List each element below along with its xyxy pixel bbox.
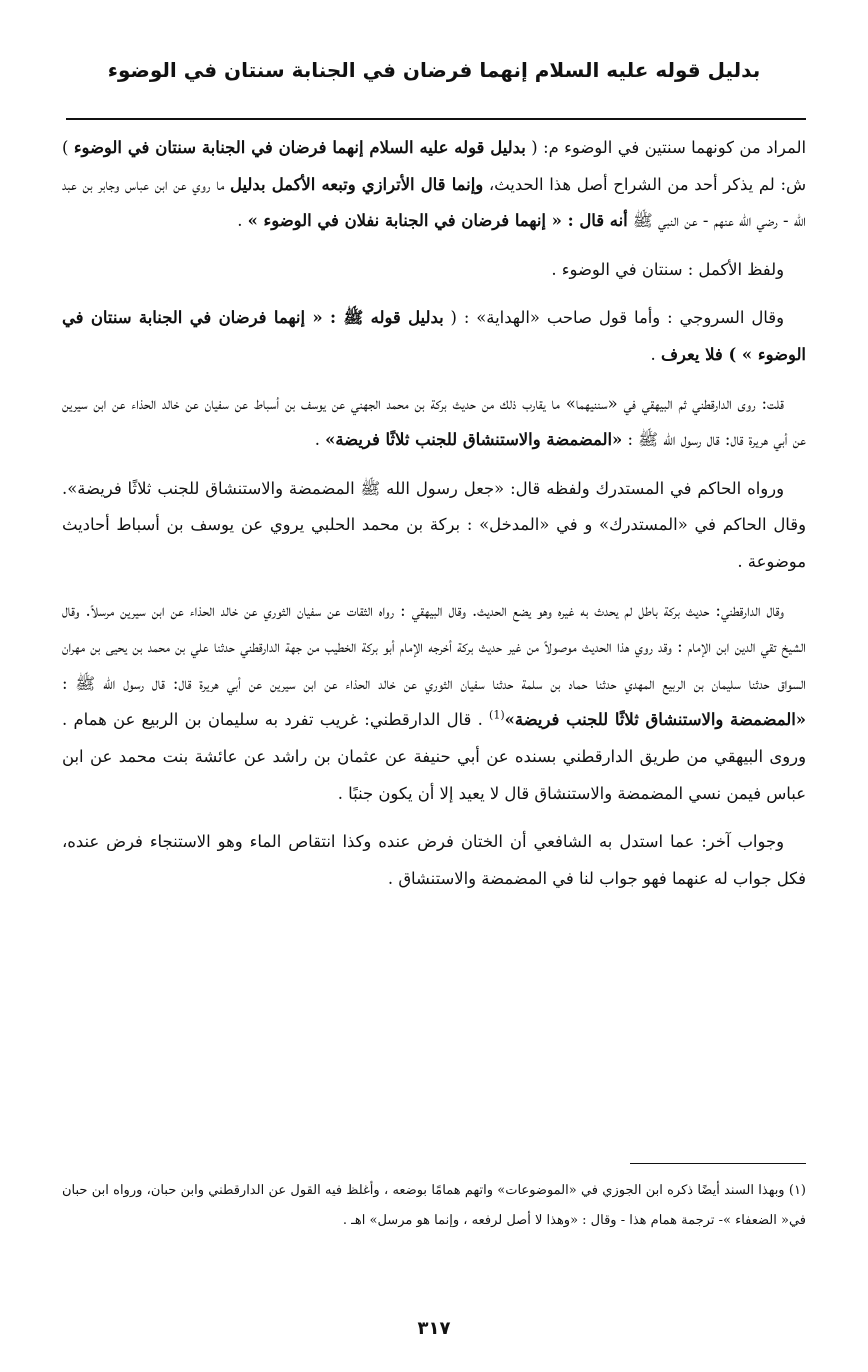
- text-segment: .: [237, 211, 248, 231]
- text-segment: . قال الدارقطني: غريب تفرد به سليمان بن الربيع عن همام . وروى البيهقي من طريق الدارقطني بسنده عن أبي حنيفة عن عثمان بن راشد عن عائشة بنت محمد عن ابن عباس فيمن نسي المضمضة والاستنشاق قال لا يعيد إلا أن يكون جنبًا .: [62, 710, 806, 803]
- bold-text: «المضمضة والاستنشاق ثلاثًا للجنب فريضة»: [504, 710, 806, 730]
- text-segment: ما روي عن ابن عباس وجابر بن عبد الله - رضي الله عنهم - عن النبي ﷺ: [62, 174, 806, 231]
- text-segment: وقال الدارقطني: حديث بركة باطل لم يحدث به غيره وهو يضع الحديث. وقال البيهقي : رواه الثقات عن سفيان الثوري عن خالد الحذاء عن ابن سيرين مرسلاً. وقال الشيخ تقي الدين ابن الإمام : وقد روي هذا الحديث موصولاً من غير حديث بركة أخرجه الإمام أبو بركة الخطيب من جهة الدارقطني حدثنا علي بن محمد بن يحيى بن مهران السواق حدثنا سليمان بن الربيع المهدي حدثنا حماد بن سلمة حدثنا سفيان الثوري عن خالد الحذاء عن ابن سيرين عن أبي هريرة قال: قال رسول الله ﷺ :: [62, 600, 806, 693]
- bold-text: بدليل قوله عليه السلام إنهما فرضان في الجنابة سنتان في الوضوء: [73, 138, 526, 157]
- footnote-rule: [630, 1163, 806, 1164]
- bold-text: وإنما قال الأترازي وتبعه الأكمل بدليل: [230, 174, 484, 194]
- paragraph: [62, 386, 806, 459]
- footnote: (١) وبهذا السند أيضًا ذكره ابن الجوزي في «الموضوعات» واتهم همامًا بوضعه ، وأغلظ فيه القول عن الدارقطني وابن حبان، ورواه ابن حبان في« الضعفاء »- ترجمة همام هذا - وقال : «وهذا لا أصل لرفعه ، وإنما هو مرسل» اهـ .: [62, 1183, 806, 1228]
- text-segment: .: [650, 344, 661, 364]
- text-segment: المراد من كونهما سنتين في الوضوء م: (: [525, 138, 807, 157]
- text-segment: .: [314, 430, 326, 450]
- main-text: [62, 130, 806, 909]
- paragraph: [62, 300, 806, 373]
- header-rule: [66, 118, 806, 120]
- running-header: بدليل قوله عليه السلام إنهما فرضان في الجنابة سنتان في الوضوء: [107, 58, 761, 82]
- text-segment: وجواب آخر: عما استدل به الشافعي أن الختان فرض عنده وكذا انتقاص الماء وهو الاستنجاء فرض عنده، فكل جواب له عنهما فهو جواب لنا في المضمضة والاستنشاق .: [62, 832, 806, 888]
- paragraph: [62, 471, 806, 581]
- text-segment: ورواه الحاكم في المستدرك ولفظه قال: «جعل رسول الله ﷺ المضمضة والاستنشاق للجنب ثلاثًا فريضة». وقال الحاكم في «المستدرك» و في «المدخل» : بركة بن محمد الحلبي يروي عن يوسف بن أسباط أحاديث موضوعة .: [62, 478, 806, 571]
- text-segment: قلت: روى الدارقطني ثم البيهقي في «سننيهما» ما يقارب ذلك من حديث بركة بن محمد الجهني عن يوسف بن أسباط عن سفيان عن خالد الحذاء عن ابن سيرين عن أبي هريرة قال: قال رسول الله ﷺ :: [62, 393, 806, 450]
- paragraph: [62, 252, 806, 289]
- paragraph: [62, 824, 806, 897]
- page-number: ٣١٧: [417, 1318, 451, 1339]
- bold-text: أنه قال : « إنهما فرضان في الجنابة نفلان في الوضوء »: [247, 211, 628, 231]
- text-segment: ولفظ الأكمل : سنتان في الوضوء .: [551, 259, 784, 279]
- paragraph: [62, 130, 806, 240]
- text-segment: ) ش: لم يذكر أحد من الشراح أصل هذا الحديث،: [62, 138, 807, 194]
- bold-text: بدليل قوله ﷺ : « إنهما فرضان في الجنابة سنتان في الوضوء » ) فلا يعرف: [62, 308, 806, 364]
- text-segment: وقال السروجي : وأما قول صاحب «الهداية» : (: [443, 308, 784, 328]
- footnote-reference: (1): [489, 708, 505, 722]
- bold-text: «المضمضة والاستنشاق للجنب ثلاثًا فريضة»: [325, 430, 623, 450]
- paragraph: [62, 593, 806, 813]
